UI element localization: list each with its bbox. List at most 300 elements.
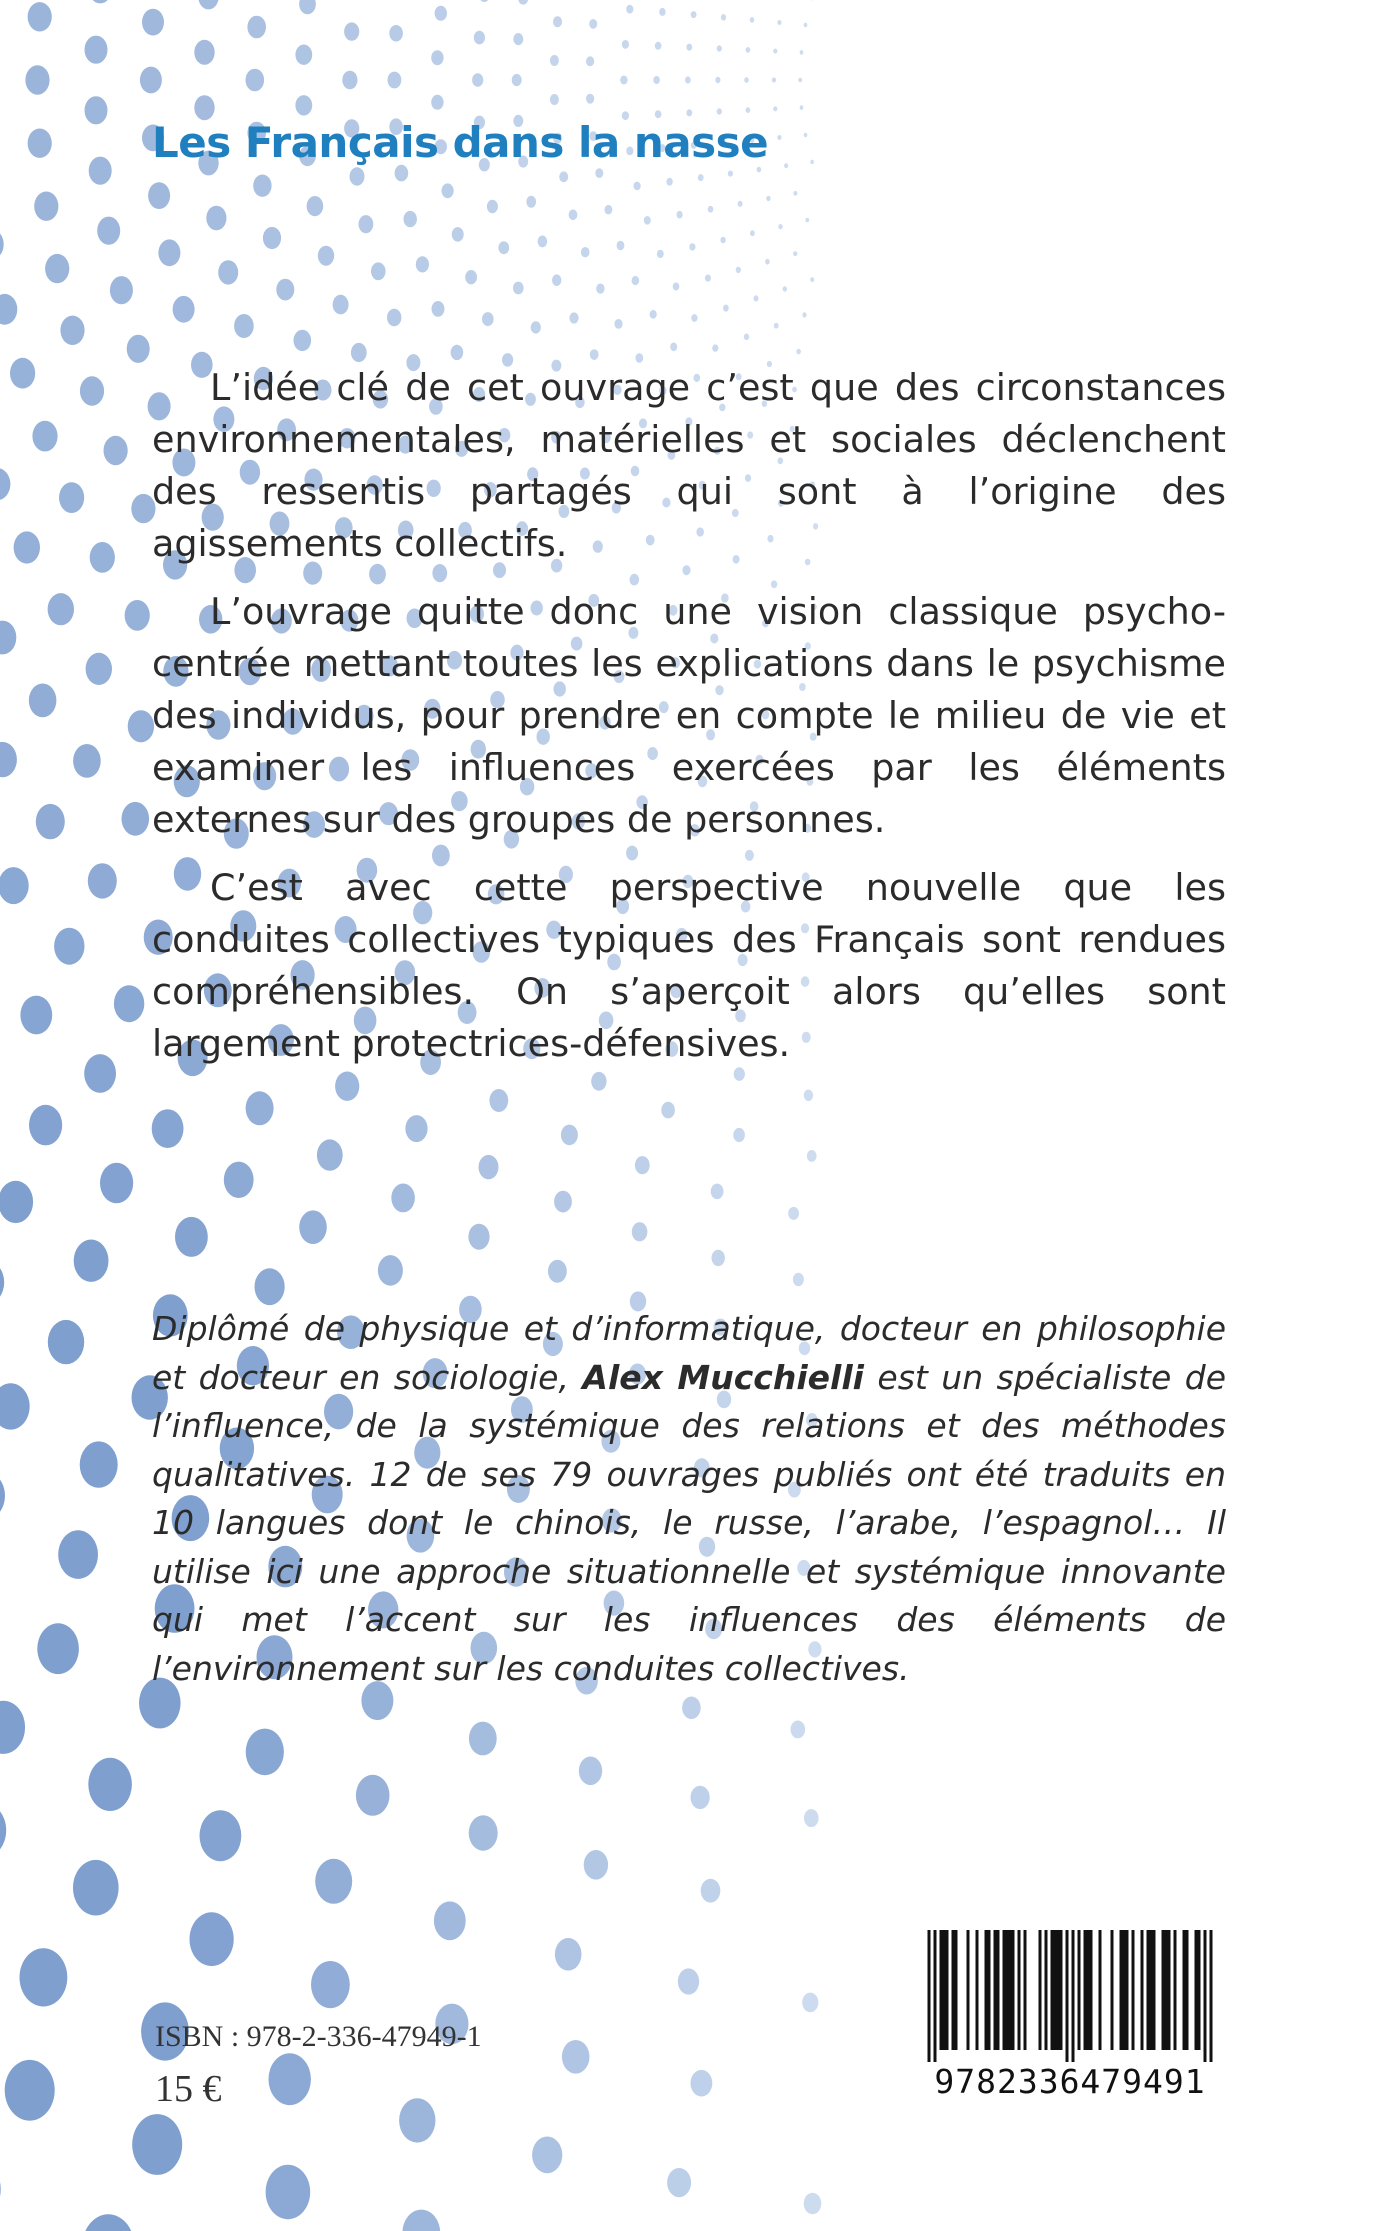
pattern-dot [550, 55, 559, 66]
pattern-dot [804, 1809, 819, 1827]
barcode-bar [943, 1930, 946, 2050]
pattern-dot [474, 31, 485, 45]
pattern-dot [452, 227, 464, 242]
pattern-dot [590, 349, 599, 360]
barcode-bar [1018, 1930, 1021, 2050]
pattern-dot [142, 9, 164, 36]
pattern-dot [691, 314, 697, 322]
barcode-bar [1174, 1930, 1177, 2050]
pattern-dot [114, 985, 144, 1022]
pattern-dot [804, 1090, 813, 1101]
pattern-dot [82, 2214, 134, 2231]
barcode-bar [955, 1930, 958, 2050]
pattern-dot [122, 802, 150, 836]
barcode-bar [1006, 1930, 1009, 2050]
pattern-dot [746, 47, 751, 53]
pattern-dot [80, 376, 104, 405]
blurb-text [152, 362, 1226, 1086]
pattern-dot [389, 25, 403, 42]
pattern-dot [472, 73, 483, 87]
pattern-dot [698, 174, 704, 181]
pattern-dot [246, 1091, 274, 1125]
pattern-dot [733, 1128, 745, 1142]
pattern-dot [0, 229, 4, 260]
pattern-dot [58, 1530, 98, 1579]
pattern-dot [317, 1139, 343, 1170]
pattern-dot [757, 167, 762, 173]
pattern-dot [728, 171, 733, 177]
pattern-dot [28, 2, 52, 31]
barcode-bar [1168, 1930, 1171, 2050]
pattern-dot [659, 8, 665, 16]
pattern-dot [666, 178, 672, 186]
pattern-dot [561, 1125, 578, 1146]
pattern-dot [569, 312, 578, 323]
pattern-dot [717, 45, 722, 51]
pattern-dot [269, 2053, 311, 2105]
pattern-dot [435, 6, 447, 21]
pattern-dot [595, 168, 603, 178]
pattern-dot [479, 0, 490, 2]
pattern-dot [0, 742, 17, 777]
pattern-dot [802, 312, 806, 317]
pattern-dot [431, 50, 443, 65]
pattern-dot [266, 2165, 311, 2219]
pattern-dot [85, 36, 108, 64]
pattern-dot [554, 1191, 572, 1213]
pattern-dot [351, 343, 367, 362]
barcode-bar [1072, 1930, 1075, 2062]
barcode-bar [1009, 1930, 1012, 2050]
pattern-dot [677, 211, 683, 219]
bio-text-before: Diplômé de physique et d’informatique, docteur en philosophie et docteur en sociologie, [152, 1309, 1226, 1397]
pattern-dot [253, 175, 271, 197]
pattern-dot [691, 2070, 713, 2097]
pattern-dot [701, 1879, 721, 1903]
pattern-dot [0, 468, 10, 500]
pattern-dot [581, 247, 590, 257]
pattern-dot [788, 1207, 799, 1220]
pattern-dot [431, 95, 443, 110]
pattern-dot [773, 106, 777, 111]
pattern-dot [667, 2168, 691, 2197]
pattern-dot [48, 593, 74, 625]
pattern-dot [548, 1260, 567, 1283]
pattern-dot [532, 2137, 562, 2174]
barcode-bar [1150, 1930, 1153, 2050]
pattern-dot [402, 2210, 440, 2231]
pattern-dot [90, 542, 115, 573]
pattern-dot [318, 246, 334, 266]
pattern-dot [152, 1109, 184, 1148]
pattern-dot [579, 1757, 602, 1786]
pattern-dot [653, 76, 660, 84]
pattern-dot [804, 23, 808, 27]
pattern-dot [387, 309, 401, 327]
pattern-dot [0, 1701, 25, 1754]
pattern-dot [552, 274, 561, 286]
barcode-bar [1210, 1930, 1213, 2062]
pattern-dot [0, 2158, 1, 2222]
pattern-dot [25, 65, 49, 94]
pattern-dot [750, 230, 755, 236]
pattern-dot [10, 358, 35, 389]
pattern-dot [605, 205, 613, 215]
pattern-dot [800, 105, 804, 110]
pattern-dot [73, 744, 101, 778]
pattern-dot [89, 157, 112, 185]
pattern-dot [805, 218, 809, 223]
pattern-dot [28, 129, 52, 158]
author-bio [152, 1305, 1226, 1693]
pattern-dot [48, 1320, 84, 1364]
pattern-dot [405, 1115, 427, 1142]
barcode-bar [1051, 1930, 1054, 2050]
pattern-dot [350, 167, 365, 185]
barcode-bar [1099, 1930, 1102, 2050]
barcode-bar [1078, 1930, 1081, 2050]
barcode-bar [1153, 1930, 1156, 2050]
pattern-dot [399, 2098, 435, 2142]
pattern-dot [657, 250, 664, 258]
pattern-dot [655, 42, 662, 50]
barcode-bar [1195, 1930, 1198, 2050]
pattern-dot [468, 1224, 489, 1250]
pattern-dot [88, 1758, 132, 1811]
pattern-dot [190, 1912, 234, 1966]
pattern-dot [434, 1901, 466, 1940]
pattern-dot [686, 109, 692, 116]
pattern-dot [512, 74, 522, 86]
pattern-dot [0, 1471, 5, 1520]
pattern-dot [586, 56, 594, 66]
barcode-bar [1066, 1930, 1069, 2062]
pattern-dot [54, 928, 84, 965]
pattern-dot [88, 863, 117, 898]
pattern-dot [246, 1729, 284, 1776]
pattern-dot [589, 19, 597, 29]
pattern-dot [678, 1968, 699, 1994]
pattern-dot [622, 40, 629, 49]
pattern-dot [173, 296, 195, 323]
barcode-bar [1024, 1930, 1027, 2050]
barcode-bar [1204, 1930, 1207, 2062]
pattern-dot [765, 259, 770, 265]
pattern-dot [100, 1163, 133, 1204]
pattern-dot [800, 50, 804, 55]
pattern-dot [29, 1105, 62, 1146]
pattern-dot [531, 321, 541, 333]
pattern-dot [344, 22, 359, 40]
pattern-dot [29, 684, 57, 718]
barcode-bar [994, 1930, 997, 2050]
barcode-bar [1198, 1930, 1201, 2050]
pattern-dot [804, 2193, 822, 2214]
pattern-dot [451, 345, 464, 360]
pattern-dot [194, 95, 214, 120]
pattern-dot [218, 260, 238, 284]
pattern-dot [263, 227, 281, 249]
barcode-bar [1039, 1930, 1042, 2050]
pattern-dot [717, 108, 722, 114]
pattern-dot [148, 182, 170, 209]
barcode-bar [1084, 1930, 1087, 2050]
pattern-dot [0, 1383, 30, 1429]
pattern-dot [635, 1156, 650, 1174]
pattern-dot [342, 71, 357, 90]
pattern-dot [774, 323, 779, 329]
pattern-dot [89, 0, 112, 3]
author-name: Alex Mucchielli [582, 1357, 864, 1397]
ean13-barcode [905, 1930, 1235, 2065]
pattern-dot [596, 284, 604, 294]
pattern-dot [97, 217, 120, 245]
pattern-dot [59, 482, 84, 513]
pattern-dot [32, 421, 57, 452]
pattern-dot [469, 1722, 497, 1756]
pattern-dot [194, 40, 214, 65]
pattern-dot [198, 0, 218, 9]
pattern-dot [807, 1150, 817, 1162]
pattern-dot [73, 1860, 119, 1916]
pattern-dot [140, 67, 162, 94]
pattern-dot [810, 160, 814, 164]
pattern-dot [0, 294, 17, 325]
pattern-dot [632, 1222, 648, 1241]
pattern-dot [712, 344, 718, 351]
pattern-dot [487, 200, 498, 213]
pattern-dot [793, 251, 797, 256]
pattern-dot [644, 216, 651, 225]
pattern-dot [773, 49, 777, 54]
pattern-dot [632, 276, 640, 285]
pattern-dot [715, 77, 720, 83]
pattern-dot [553, 16, 562, 27]
pattern-dot [86, 653, 112, 685]
pattern-dot [691, 11, 697, 18]
barcode-bar [1141, 1930, 1144, 2050]
pattern-dot [104, 436, 128, 465]
barcode-bar [1057, 1930, 1060, 2050]
pattern-dot [60, 316, 84, 345]
pattern-dot [45, 254, 69, 283]
pattern-dot [689, 243, 695, 250]
pattern-dot [299, 1210, 327, 1244]
pattern-dot [793, 1273, 804, 1286]
pattern-dot [0, 1260, 4, 1304]
pattern-dot [513, 282, 524, 295]
barcode-bar [934, 1930, 937, 2062]
barcode-number: 9782336479491 [934, 2062, 1206, 2101]
barcode-bar [946, 1930, 949, 2050]
barcode-bar [1126, 1930, 1129, 2050]
pattern-dot [74, 1240, 109, 1282]
pattern-dot [388, 72, 402, 89]
barcode-bar [985, 1930, 988, 2050]
pattern-dot [224, 1162, 254, 1198]
pattern-dot [569, 210, 578, 221]
pattern-dot [754, 295, 759, 301]
pattern-dot [784, 163, 788, 168]
pattern-dot [469, 1815, 498, 1850]
pattern-dot [416, 256, 429, 272]
pattern-dot [125, 600, 150, 631]
pattern-dot [777, 135, 781, 140]
pattern-dot [686, 44, 692, 51]
pattern-dot [84, 1054, 116, 1093]
pattern-dot [744, 334, 749, 341]
pattern-dot [132, 2114, 182, 2175]
pattern-dot [127, 335, 150, 363]
pattern-dot [356, 1775, 390, 1816]
barcode-bar [1123, 1930, 1126, 2050]
pattern-dot [315, 1859, 352, 1904]
barcode-bar [1120, 1930, 1123, 2050]
pattern-dot [723, 305, 729, 312]
pattern-dot [378, 1255, 403, 1286]
pattern-dot [465, 270, 477, 284]
pattern-dot [36, 804, 65, 839]
pattern-dot [404, 211, 417, 227]
pattern-dot [720, 237, 725, 244]
pattern-dot [359, 215, 374, 233]
pattern-dot [634, 182, 641, 191]
blurb-paragraph-2: L’ouvrage quitte donc une vision classique psycho-centrée mettant toutes les explications dans le psychisme des individus, pour prendre en compte le milieu de vie et examiner les influences exercées par les éléments externes sur des groupes de personnes. [152, 590, 1226, 841]
pattern-dot [5, 2060, 55, 2121]
pattern-dot [614, 319, 622, 329]
barcode-bar [1111, 1930, 1114, 2050]
barcode-bar [1087, 1930, 1090, 2050]
pattern-dot [333, 295, 349, 315]
book-title: Les Français dans la nasse [152, 118, 769, 167]
pattern-dot [206, 206, 226, 231]
barcode-bar [928, 1930, 931, 2062]
pattern-dot [778, 224, 782, 229]
barcode-bar [1147, 1930, 1150, 2050]
pattern-dot [746, 107, 751, 113]
pattern-dot [670, 343, 677, 352]
pattern-dot [798, 78, 802, 83]
barcode-bar [1045, 1930, 1048, 2050]
barcode-bar [1054, 1930, 1057, 2050]
pattern-dot [158, 239, 180, 266]
bio-text-after: est un spécialiste de l’influence, de la systémique des relations et des méthodes qualitatives. 12 de ses 79 ouvrages publiés ont été traduits en 10 langues dont le chinois, le russe, l’arabe, l’espagnol… Il utilise ici une approche situationnelle et systémique innovante qui met l’accent sur les influences des éléments de l’environnement sur les conduites collectives. [152, 1357, 1226, 1688]
pattern-dot [299, 0, 316, 14]
pattern-dot [550, 94, 559, 105]
pattern-dot [738, 201, 743, 207]
pattern-dot [721, 14, 726, 20]
pattern-dot [810, 277, 814, 282]
pattern-dot [555, 1938, 582, 1971]
pattern-dot [673, 283, 680, 291]
pattern-dot [804, 133, 808, 137]
barcode-bar [988, 1930, 991, 2050]
pattern-dot [766, 196, 770, 201]
pattern-dot [513, 33, 523, 45]
pattern-dot [708, 206, 714, 213]
pattern-dot [247, 16, 266, 39]
pattern-dot [626, 5, 633, 14]
pattern-dot [526, 196, 536, 208]
pattern-dot [685, 76, 691, 83]
pattern-dot [110, 276, 133, 304]
pattern-dot [791, 1721, 806, 1739]
pattern-dot [442, 183, 454, 198]
pattern-dot [85, 96, 108, 124]
pattern-dot [772, 77, 776, 82]
pattern-dot [793, 191, 797, 196]
pattern-dot [691, 1786, 710, 1809]
pattern-dot [0, 1803, 6, 1859]
isbn-label: ISBN : 978-2-336-47949-1 [155, 2020, 482, 2053]
pattern-dot [0, 867, 29, 904]
pattern-dot [175, 1217, 208, 1257]
barcode-bar [967, 1930, 970, 2050]
pattern-dot [712, 1250, 725, 1266]
barcode-bar [1186, 1930, 1189, 2050]
pattern-dot [295, 45, 312, 65]
pattern-dot [620, 76, 627, 85]
pattern-dot [432, 301, 445, 317]
pattern-dot [584, 1850, 608, 1880]
pattern-dot [0, 1181, 33, 1223]
barcode-bar [1090, 1930, 1093, 2050]
pattern-dot [777, 20, 781, 25]
pattern-dot [128, 710, 154, 742]
blurb-paragraph-1: L’idée clé de cet ouvrage c’est que des circonstances environnementales, matérielles et sociales déclenchent des ressentis partagés qui sont à l’origine des agissements collectifs. [152, 366, 1226, 565]
price-label: 15 € [155, 2068, 222, 2110]
pattern-dot [744, 77, 749, 83]
pattern-dot [246, 69, 265, 92]
pattern-dot [750, 17, 755, 23]
pattern-dot [498, 241, 509, 254]
pattern-dot [559, 171, 568, 182]
pattern-dot [395, 165, 409, 182]
pattern-dot [518, 0, 528, 5]
pattern-dot [617, 241, 625, 250]
pattern-dot [562, 2040, 590, 2074]
pattern-dot [538, 236, 548, 248]
pattern-dot [655, 110, 662, 118]
pattern-dot [796, 349, 801, 355]
pattern-dot [34, 192, 58, 221]
barcode-bar [1060, 1930, 1063, 2050]
pattern-dot [661, 1102, 675, 1119]
pattern-dot [295, 95, 312, 115]
barcode-bar [997, 1930, 1000, 2050]
pattern-dot [311, 1961, 350, 2008]
pattern-dot [307, 196, 324, 216]
pattern-dot [14, 531, 40, 563]
pattern-dot [391, 1184, 415, 1213]
barcode-bar [940, 1930, 943, 2050]
barcode-bar [1012, 1930, 1015, 2050]
pattern-dot [489, 1089, 508, 1112]
pattern-dot [255, 1268, 285, 1305]
blurb-paragraph-3: C’est avec cette perspective nouvelle que les conduites collectives typiques des Français sont rendues compréhensibles. On s’aperçoit alors qu’elles sont largement protectrices-défensives. [152, 866, 1226, 1065]
barcode-bar [1183, 1930, 1186, 2050]
pattern-dot [736, 267, 741, 273]
pattern-dot [20, 1948, 68, 2006]
barcode-bar [976, 1930, 979, 2050]
pattern-dot [371, 262, 386, 280]
barcode-block [905, 1930, 1235, 2120]
pattern-dot [276, 279, 294, 301]
barcode-bar [1003, 1930, 1006, 2050]
barcode-bar [1132, 1930, 1135, 2050]
pattern-dot [802, 1993, 818, 2013]
pattern-dot [80, 1441, 118, 1487]
